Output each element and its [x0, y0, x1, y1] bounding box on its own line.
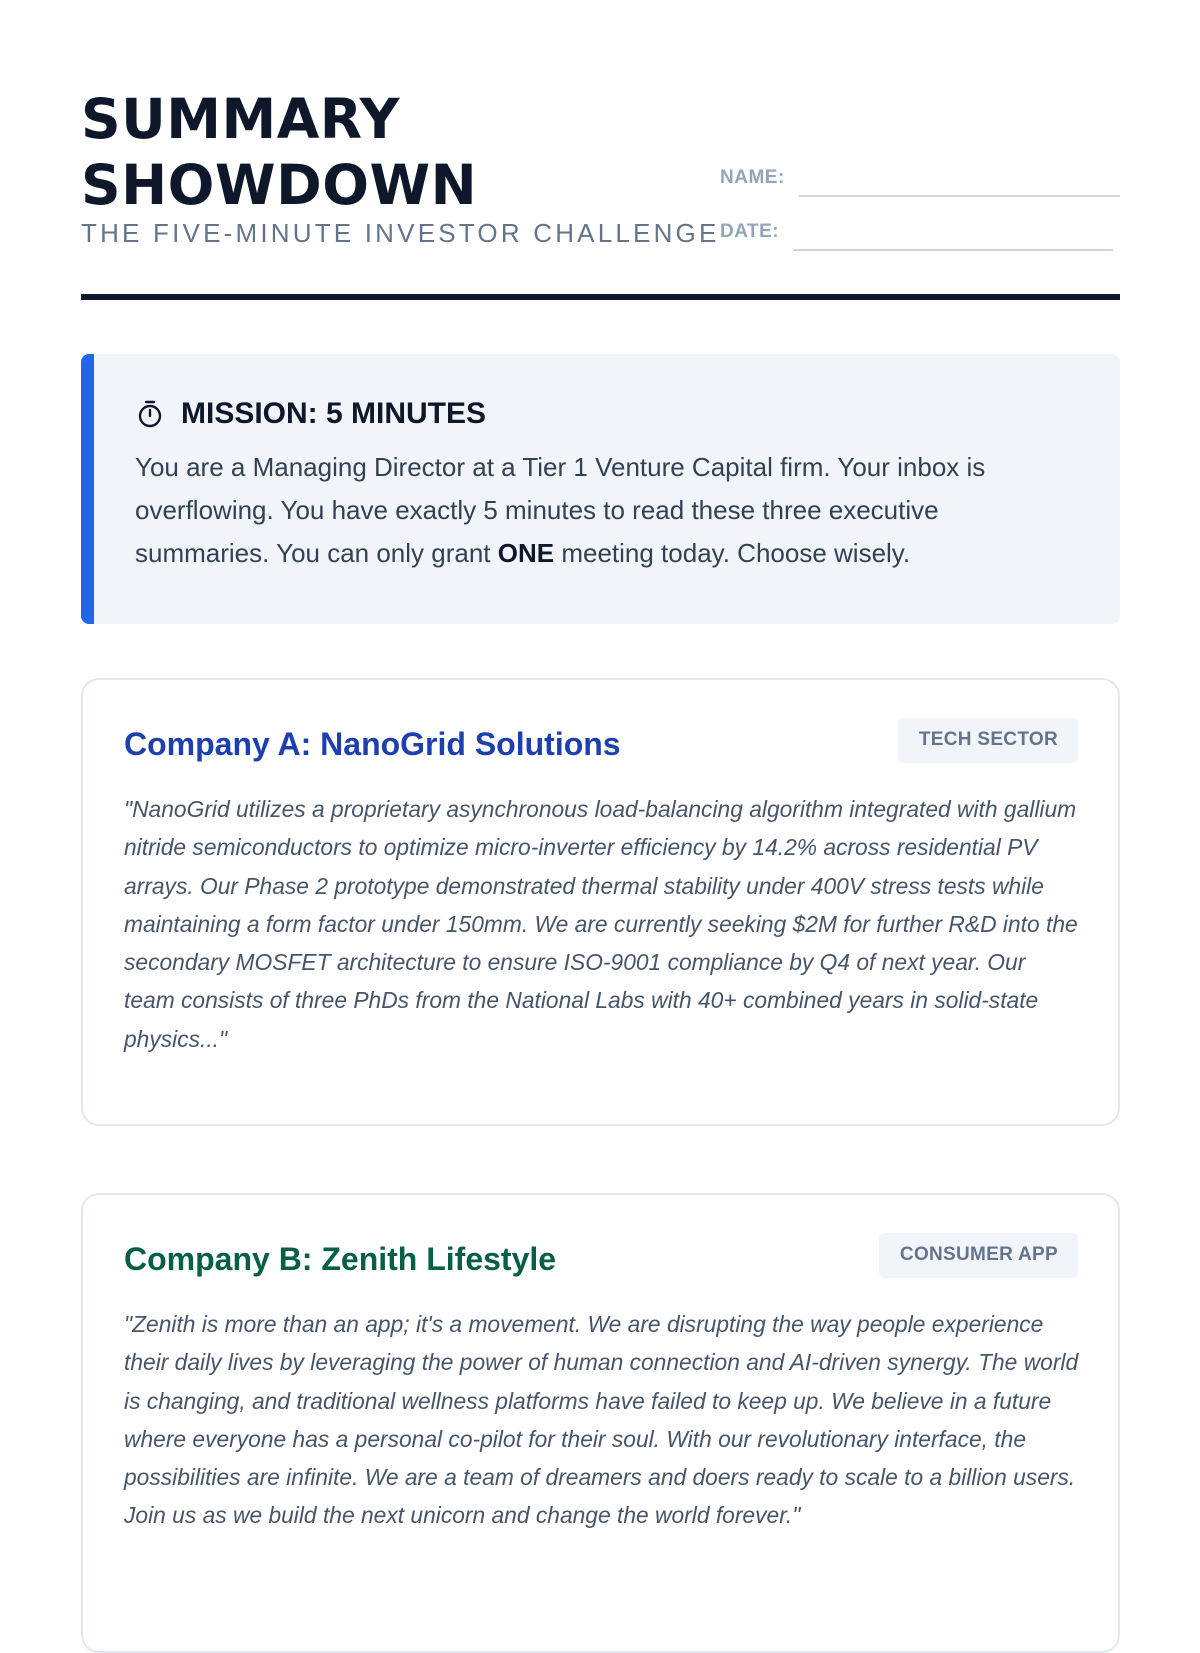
date-label: DATE:	[720, 221, 780, 242]
title-line-1: SUMMARY	[81, 87, 400, 151]
company-summary: "NanoGrid utilizes a proprietary asynchronous load-balancing algorithm integrated with gallium nitride semiconductors to optimize micro-inverter efficiency by 14.2% across residential PV arrays. Our Phase 2 prototype demonstrated thermal stability under 400V stress tests while maintaining a form factor under 150mm. We are currently seeking $2M for further R&D into the secondary MOSFET architecture to ensure ISO-9001 compliance by Q4 of next year. Our team consists of three PhDs from the National Labs with 40+ combined years in solid-state physics..."	[124, 796, 1078, 1052]
sector-badge: TECH SECTOR	[898, 718, 1078, 763]
title-line-2: SHOWDOWN	[81, 153, 478, 217]
mission-header	[135, 392, 1070, 436]
company-card-a	[81, 678, 1120, 1126]
mission-callout	[81, 354, 1120, 624]
header-divider	[81, 294, 1120, 300]
card-header	[124, 1233, 1078, 1285]
name-field	[720, 165, 1120, 197]
date-line[interactable]	[793, 219, 1113, 251]
mission-text	[135, 446, 1070, 575]
company-title: Company B: Zenith Lifestyle	[124, 1241, 557, 1277]
card-header	[124, 718, 1078, 770]
mission-text-intro: You are a Managing Director at a Tier 1 Venture Capital firm. Your inbox is overflowing. You have exactly 5 minutes to read these three executive summaries. You can only grant	[135, 452, 986, 568]
page-title	[81, 86, 477, 218]
mission-text-emphasis: ONE	[497, 538, 555, 568]
date-field	[720, 219, 1113, 251]
mission-text-outro: meeting today. Choose wisely.	[554, 538, 911, 568]
mission-accent-bar	[81, 354, 94, 624]
mission-title: MISSION: 5 MINUTES	[181, 397, 487, 430]
stopwatch-icon	[135, 399, 165, 429]
company-title: Company A: NanoGrid Solutions	[124, 726, 621, 762]
name-line[interactable]	[799, 165, 1120, 197]
sector-badge: CONSUMER APP	[879, 1233, 1078, 1278]
company-summary: "Zenith is more than an app; it's a movement. We are disrupting the way people experience their daily lives by leveraging the power of human connection and AI-driven synergy. The world is changing, and traditional wellness platforms have failed to keep up. We believe in a future where everyone has a personal co-pilot for their soul. With our revolutionary interface, the possibilities are infinite. We are a team of dreamers and doers ready to scale to a billion users. Join us as we build the next unicorn and change the world forever."	[124, 1311, 1079, 1529]
name-label: NAME:	[720, 167, 785, 188]
company-card-b	[81, 1193, 1120, 1653]
page-subtitle: THE FIVE-MINUTE INVESTOR CHALLENGE	[81, 218, 720, 248]
